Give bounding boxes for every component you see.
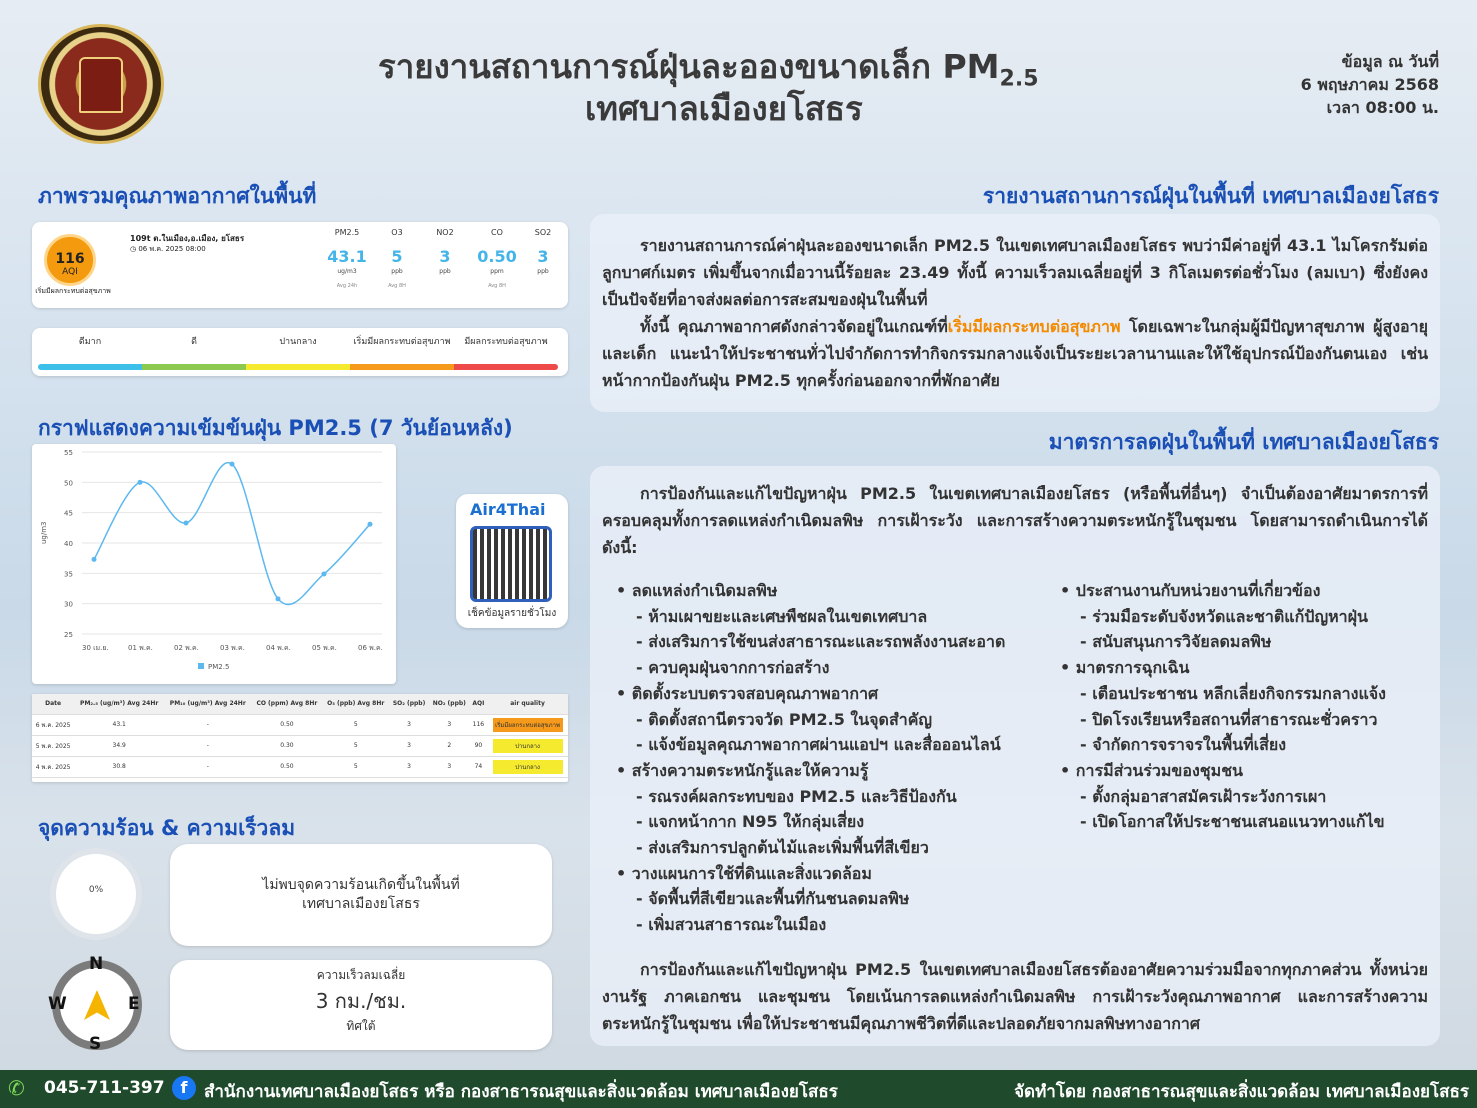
wind-direction: ทิศใต้	[346, 1019, 376, 1033]
measure-item: - จัดพื้นที่สีเขียวและพื้นที่กันชนลดมลพิษ	[616, 886, 1056, 912]
qr-card[interactable]	[456, 494, 568, 628]
quality-badge: เริ่มมีผลกระทบต่อสุขภาพ	[493, 718, 563, 732]
wind-arrow-icon	[84, 990, 110, 1020]
legend-marker	[198, 663, 204, 669]
pm25-line-chart	[32, 444, 396, 684]
quality-badge: ปานกลาง	[493, 739, 563, 753]
y-tick-label: 35	[64, 570, 73, 579]
measure-item: - ติดตั้งสถานีตรวจวัด PM2.5 ในจุดสำคัญ	[616, 707, 1056, 733]
compass-west: W	[48, 994, 67, 1014]
footer-phone[interactable]: 045-711-397	[44, 1078, 165, 1098]
measure-item: • วางแผนการใช้ที่ดินและสิ่งแวดล้อม	[616, 861, 1056, 887]
measure-item: - แจกหน้ากาก N95 ให้กลุ่มเสี่ยง	[616, 809, 1056, 835]
table-header: Date	[32, 694, 74, 714]
aqi-scale-card	[32, 328, 568, 376]
pollutant-2: NO2 3 ppb	[436, 228, 454, 275]
qr-caption: เช็คข้อมูลรายชั่วโมง	[467, 608, 557, 619]
station-time: ◷ 06 พ.ค. 2025 08:00	[130, 245, 206, 253]
municipality-seal-logo	[38, 24, 164, 144]
x-tick-label: 04 พ.ค.	[266, 644, 291, 652]
report-date: ข้อมูล ณ วันที่ 6 พฤษภาคม 2568 เวลา 08:00 น.	[1300, 52, 1439, 117]
table-header: AQI	[470, 694, 487, 714]
measures-panel	[590, 466, 1440, 1046]
data-point	[322, 571, 327, 576]
scale-bar-2	[246, 364, 350, 370]
scale-label-2: ปานกลาง	[279, 337, 317, 347]
scale-bar-3	[350, 364, 454, 370]
data-point	[92, 557, 97, 562]
wind-speed-value: 3 กม./ชม.	[315, 989, 407, 1013]
x-tick-label: 02 พ.ค.	[174, 644, 199, 652]
pollutant-3: CO 0.50 ppm Avg 8H	[477, 228, 517, 289]
x-tick-label: 03 พ.ค.	[220, 644, 245, 652]
data-point	[230, 462, 235, 467]
measure-item: - จำกัดการจราจรในพื้นที่เสี่ยง	[1060, 732, 1430, 758]
hotspot-message-card: ไม่พบจุดความร้อนเกิดขึ้นในพื้นที่ เทศบาลเมืองยโสธร	[170, 844, 552, 946]
table-header: CO (ppm) Avg 8Hr	[251, 694, 322, 714]
measure-item: - เตือนประชาชน หลีกเลี่ยงกิจกรรมกลางแจ้ง	[1060, 681, 1430, 707]
compass-east: E	[128, 994, 140, 1014]
report-heading: รายงานสถานการณ์ฝุ่นในพื้นที่ เทศบาลเมืองยโสธร	[982, 184, 1439, 208]
footer-bar	[0, 1070, 1477, 1108]
y-tick-label: 25	[64, 631, 73, 639]
table-header: PM₂.₅ (ug/m³) Avg 24Hr	[74, 694, 164, 714]
measure-item: - รณรงค์ผลกระทบของ PM2.5 และวิธีป้องกัน	[616, 784, 1056, 810]
y-axis-label: ug/m3	[40, 521, 48, 544]
measure-item: - ส่งเสริมการใช้ขนส่งสาธารณะและรถพลังงานสะอาด	[616, 629, 1056, 655]
compass-north: N	[89, 954, 104, 974]
pollutant-1: O3 5 ppb Avg 8H	[388, 228, 406, 289]
y-tick-label: 55	[64, 449, 73, 457]
measure-item: • ประสานงานกับหน่วยงานที่เกี่ยวข้อง	[1060, 578, 1430, 604]
data-point	[368, 522, 373, 527]
measure-item: - เปิดโอกาสให้ประชาชนเสนอแนวทางแก้ไข	[1060, 809, 1430, 835]
pollutant-4: SO2 3 ppb	[534, 228, 552, 275]
table-row: 5 พ.ค. 2025 34.9 - 0.30 5 3 2 90 ปานกลาง	[32, 735, 568, 756]
scale-bar-4	[454, 364, 558, 370]
measure-item: - ห้ามเผาขยะและเศษพืชผลในเขตเทศบาล	[616, 604, 1056, 630]
y-tick-label: 45	[64, 509, 73, 518]
page-title: รายงานสถานการณ์ฝุ่นละอองขนาดเล็ก $PM_{2.5}$	[378, 47, 1039, 92]
footer-credit: จัดทำโดย กองสาธารณสุขและสิ่งแวดล้อม เทศบาลเมืองยโสธร	[1014, 1082, 1469, 1102]
measure-item: - ปิดโรงเรียนหรือสถานที่สาธารณะชั่วคราว	[1060, 707, 1430, 733]
x-tick-label: 01 พ.ค.	[128, 644, 153, 652]
measure-item: • สร้างความตระหนักรู้และให้ความรู้	[616, 758, 1056, 784]
measures-list-left	[616, 578, 1056, 938]
measure-item: - ร่วมมือระดับจังหวัดและชาติแก้ปัญหาฝุ่น	[1060, 604, 1430, 630]
measure-item: - ตั้งกลุ่มอาสาสมัครเฝ้าระวังการเผา	[1060, 784, 1430, 810]
measure-item: - ส่งเสริมการปลูกต้นไม้และเพิ่มพื้นที่สีเขียว	[616, 835, 1056, 861]
table-header: O₃ (ppb) Avg 8Hr	[322, 694, 389, 714]
legend-label: PM2.5	[208, 663, 230, 671]
scale-bar-1	[142, 364, 246, 370]
data-point	[276, 596, 281, 601]
measure-item: • ติดตั้งระบบตรวจสอบคุณภาพอากาศ	[616, 681, 1056, 707]
scale-label-3: เริ่มมีผลกระทบต่อสุขภาพ	[353, 337, 451, 347]
data-point	[138, 480, 143, 485]
measure-item: - สนับสนุนการวิจัยลดมลพิษ	[1060, 629, 1430, 655]
page-subtitle: เทศบาลเมืองยโสธร	[585, 89, 863, 128]
station-name: 109t ต.ในเมือง,อ.เมือง, ยโสธร	[130, 234, 245, 243]
table-header: NO₂ (ppb)	[429, 694, 470, 714]
measure-item: - แจ้งข้อมูลคุณภาพอากาศผ่านแอปฯ และสื่อออนไลน์	[616, 732, 1056, 758]
x-tick-label: 06 พ.ค.	[358, 644, 383, 652]
table-header: PM₁₀ (ug/m³) Avg 24Hr	[164, 694, 251, 714]
x-tick-label: 05 พ.ค.	[312, 644, 337, 652]
x-tick-label: 30 เม.ย.	[82, 644, 109, 652]
report-paragraph-1: รายงานสถานการณ์ค่าฝุ่นละอองขนาดเล็ก PM2.5 ในเขตเทศบาลเมืองยโสธร พบว่ามีค่าอยู่ที่ 43.1 ไมโครกรัมต่อลูกบาศก์เมตร เพิ่มขึ้นจากเมื่อวานนี้ร้อยละ 23.49 ทั้งนี้ ความเร็วลมเฉลี่ยอยู่ที่ 3 กิโลเมตรต่อชั่วโมง (ลมเบา) ซึ่งยังคงเป็นปัจจัยที่อาจส่งผลต่อการสะสมของฝุ่นในพื้นที่	[602, 236, 1428, 309]
phone-icon: ✆	[8, 1076, 25, 1100]
pollutant-0: PM2.5 43.1 ug/m3 Avg 24h	[327, 228, 367, 289]
measures-heading: มาตรการลดฝุ่นในพื้นที่ เทศบาลเมืองยโสธร	[1048, 430, 1439, 454]
air4thai-logo: Air4Thai	[470, 500, 546, 519]
scale-label-1: ดี	[191, 337, 197, 347]
overview-heading: ภาพรวมคุณภาพอากาศในพื้นที่	[38, 184, 317, 208]
measures-outro: การป้องกันและแก้ไขปัญหาฝุ่น PM2.5 ในเขตเทศบาลเมืองยโสธรต้องอาศัยความร่วมมือจากทุกภาคส่วน ทั้งหน่วยงานรัฐ ภาคเอกชน และชุมชน โดยเน้นการลดแหล่งกำเนิดมลพิษ การเฝ้าระวังคุณภาพอากาศ และการสร้างความตระหนักรู้ในชุมชน เพื่อให้ประชาชนมีคุณภาพชีวิตที่ดีและปลอดภัยจากมลพิษทางอากาศ	[602, 960, 1428, 1033]
measure-item: - เพิ่มสวนสาธารณะในเมือง	[616, 912, 1056, 938]
measures-list-right	[1060, 578, 1430, 835]
chart-heading: กราฟแสดงความเข้มข้นฝุ่น PM2.5 (7 วันย้อนหลัง)	[38, 416, 513, 440]
scale-bar-0	[38, 364, 142, 370]
measure-item: • ลดแหล่งกำเนิดมลพิษ	[616, 578, 1056, 604]
hotspot-heading: จุดความร้อน & ความเร็วลม	[38, 816, 296, 840]
y-tick-label: 40	[64, 540, 73, 548]
air-data-table	[32, 694, 568, 778]
y-tick-label: 50	[64, 479, 73, 488]
measure-item: - ควบคุมฝุ่นจากการก่อสร้าง	[616, 655, 1056, 681]
measure-item: • การมีส่วนร่วมของชุมชน	[1060, 758, 1430, 784]
measures-intro: การป้องกันและแก้ไขปัญหาฝุ่น PM2.5 ในเขตเทศบาลเมืองยโสธร (หรือพื้นที่อื่นๆ) จำเป็นต้องอาศัยมาตรการที่ครอบคลุมทั้งการลดแหล่งกำเนิดมลพิษ การเฝ้าระวัง และการสร้างความตระหนักรู้ในชุมชน โดยสามารถดำเนินการได้ดังนี้:	[602, 484, 1428, 557]
hotspot-percent-ring: 0%	[50, 848, 142, 940]
footer-contact: สำนักงานเทศบาลเมืองยโสธร หรือ กองสาธารณสุขและสิ่งแวดล้อม เทศบาลเมืองยโสธร	[204, 1082, 838, 1102]
report-panel	[590, 214, 1440, 412]
report-paragraph-2: ทั้งนี้ คุณภาพอากาศดังกล่าวจัดอยู่ในเกณฑ์ที่เริ่มมีผลกระทบต่อสุขภาพ โดยเฉพาะในกลุ่มผู้มีปัญหาสุขภาพ ผู้สูงอายุ และเด็ก แนะนำให้ประชาชนทั่วไปจำกัดการทำกิจกรรมกลางแจ้งเป็นระยะเวลานานและให้ใช้อุปกรณ์ป้องกันตนเอง เช่น หน้ากากป้องกันฝุ่น PM2.5 ทุกครั้งก่อนออกจากที่พักอาศัย	[602, 317, 1428, 390]
table-header: SO₂ (ppb)	[389, 694, 429, 714]
y-tick-label: 30	[64, 600, 73, 609]
wind-speed-card: ความเร็วลมเฉลี่ย 3 กม./ชม. ทิศใต้	[170, 960, 552, 1050]
aqi-circle: 116 AQI	[44, 234, 96, 286]
scale-label-4: มีผลกระทบต่อสุขภาพ	[464, 337, 548, 347]
qr-code-icon[interactable]	[470, 526, 552, 602]
table-header: air quality	[487, 694, 568, 714]
data-point	[184, 520, 189, 525]
air-quality-card	[32, 222, 568, 308]
pm25-chart-card	[32, 444, 396, 684]
compass-south: S	[89, 1034, 102, 1054]
table-row: 6 พ.ค. 2025 43.1 - 0.50 5 3 3 116 เริ่มมีผลกระทบต่อสุขภาพ	[32, 714, 568, 735]
measure-item: • มาตรการฉุกเฉิน	[1060, 655, 1430, 681]
table-row: 4 พ.ค. 2025 30.8 - 0.50 5 3 3 74 ปานกลาง	[32, 756, 568, 777]
series-line-pm25	[94, 463, 370, 605]
quality-badge: ปานกลาง	[493, 760, 563, 774]
data-table-card	[32, 694, 568, 782]
scale-label-0: ดีมาก	[78, 337, 102, 347]
aqi-status: เริ่มมีผลกระทบต่อสุขภาพ	[35, 287, 111, 295]
facebook-icon[interactable]: f	[172, 1076, 196, 1100]
